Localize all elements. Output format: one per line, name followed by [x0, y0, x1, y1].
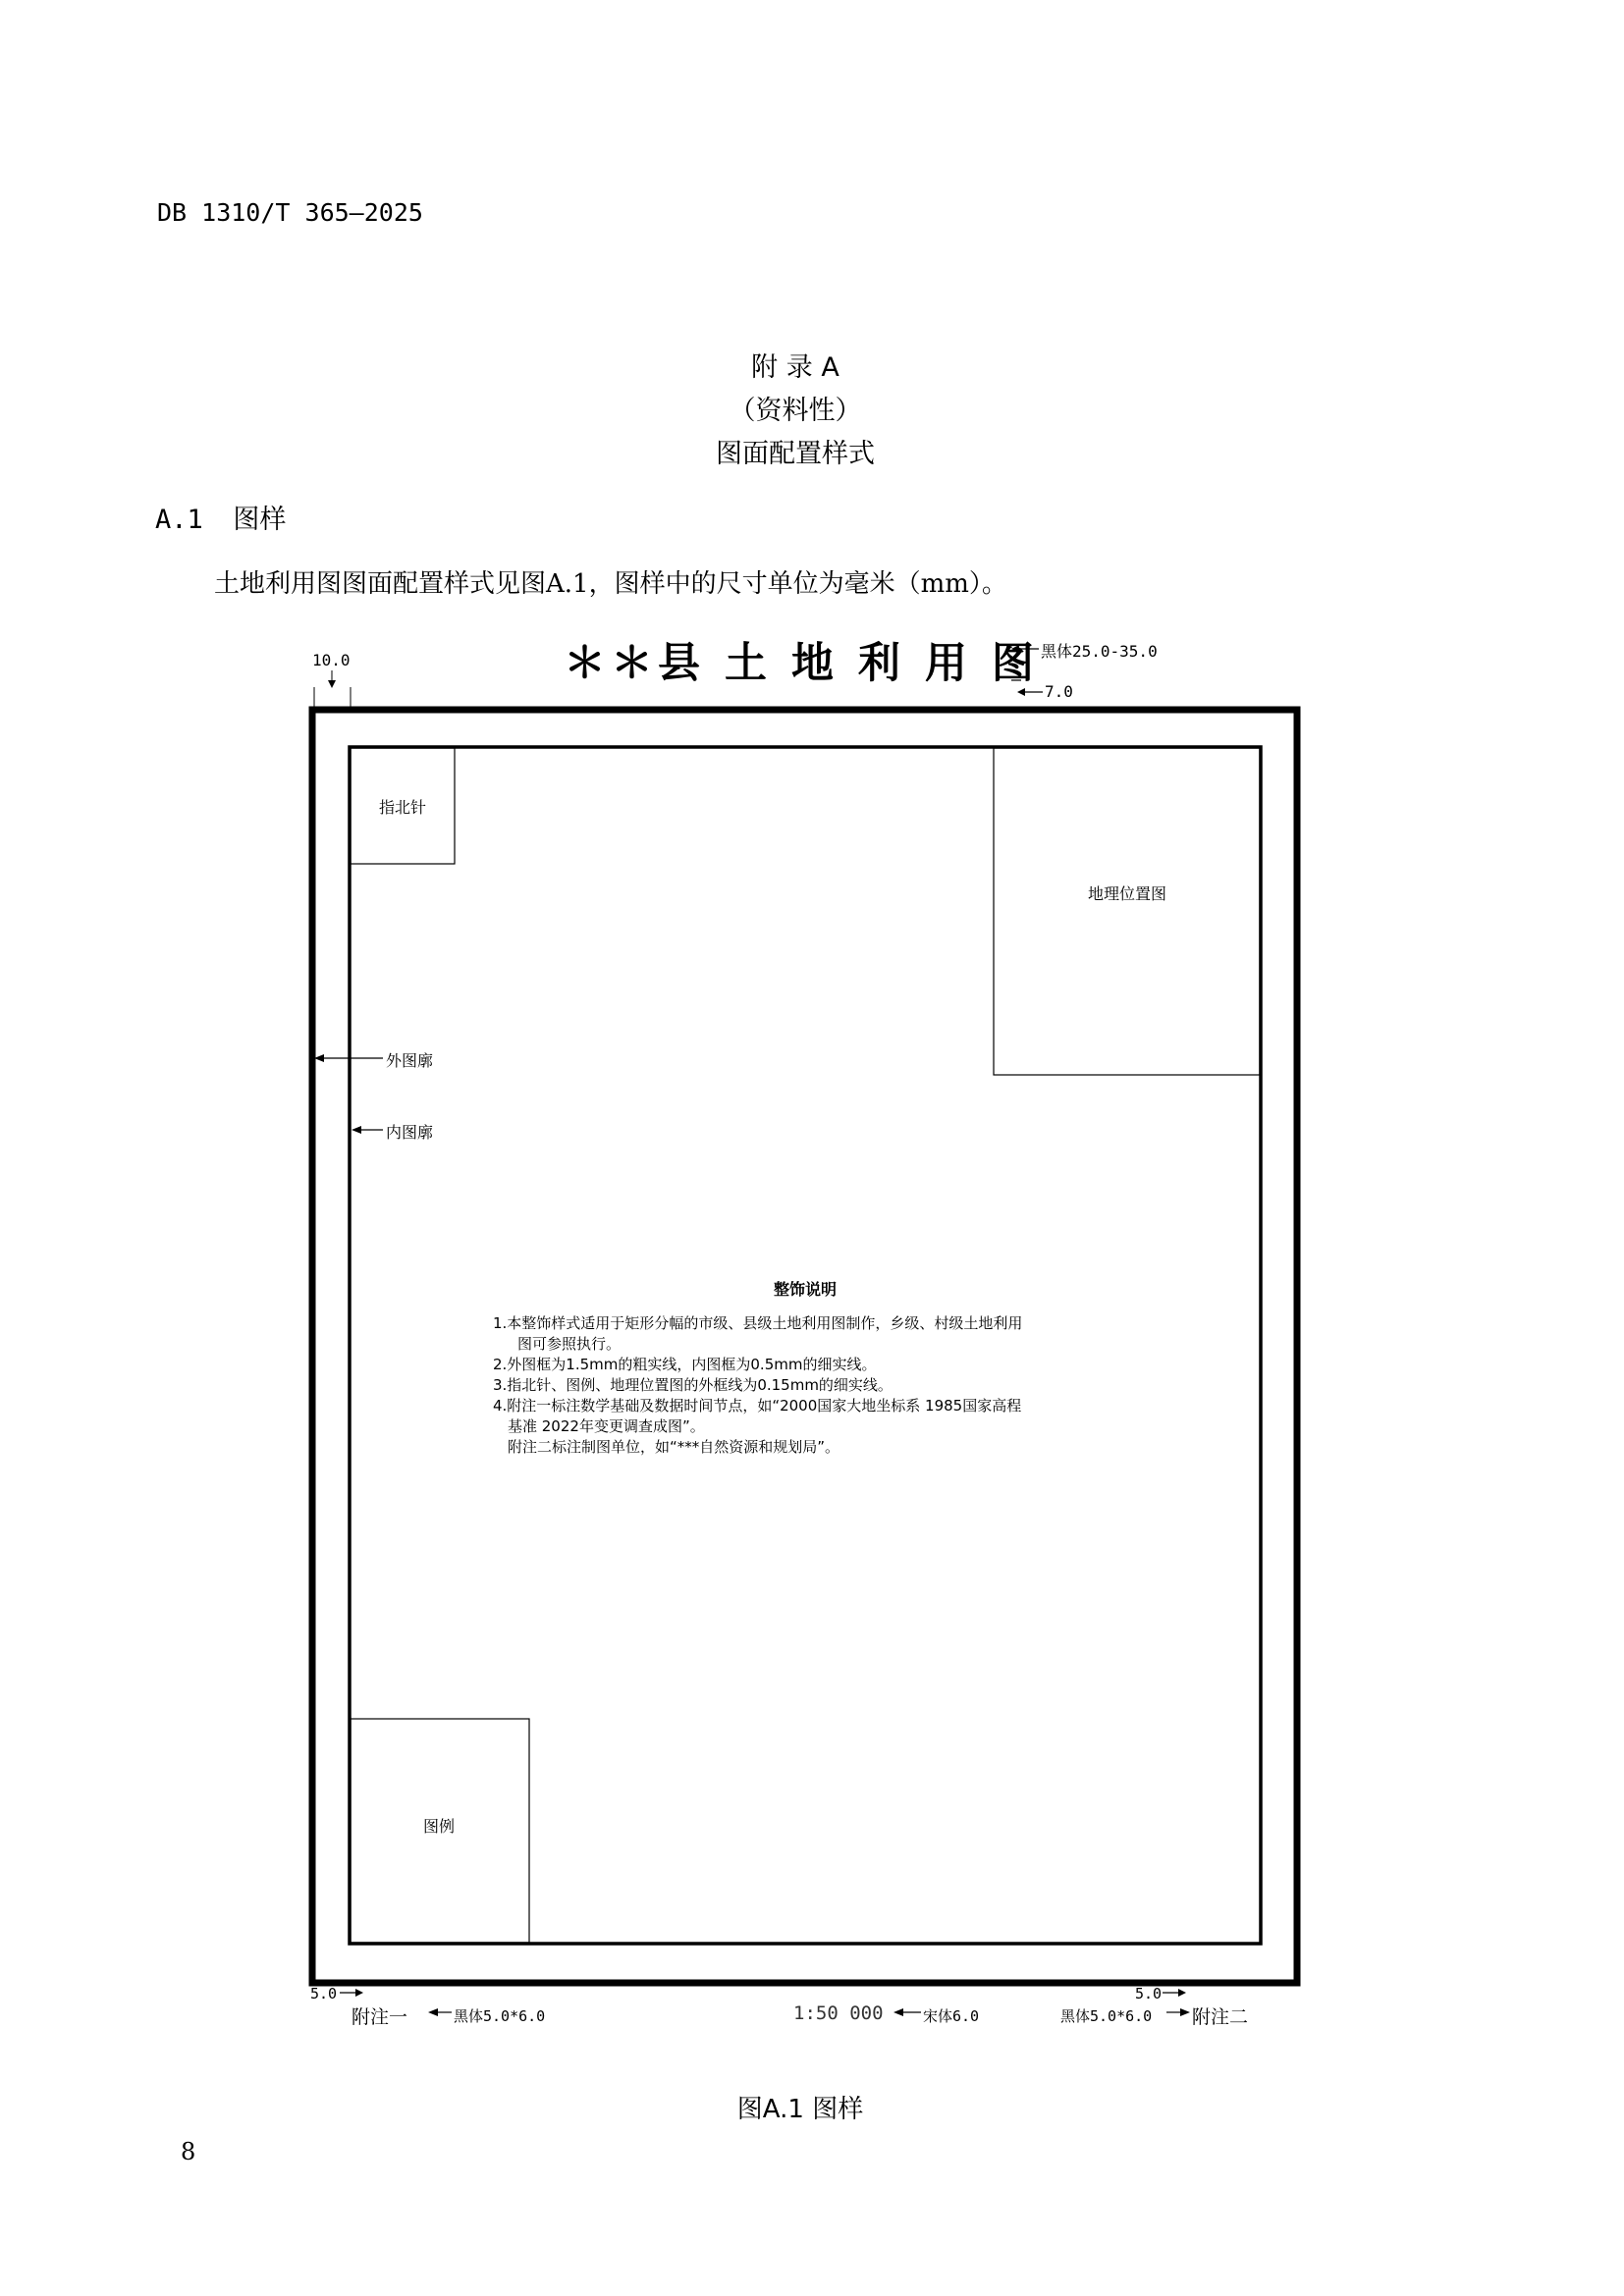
- notes-line: 图可参照执行。: [517, 1335, 622, 1353]
- document-id: DB 1310/T 365—2025: [157, 198, 423, 227]
- body-paragraph: 土地利用图图面配置样式见图A.1，图样中的尺寸单位为毫米（mm）。: [214, 569, 1007, 599]
- notes-line: 1.本整饰样式适用于矩形分幅的市级、县级土地利用图制作，乡级、村级土地利用: [493, 1314, 1023, 1332]
- dim-bottom-left: 5.0: [310, 1985, 338, 2002]
- notes-title: 整饰说明: [773, 1280, 838, 1299]
- dim-title-gap: 7.0: [1045, 682, 1073, 701]
- notes-line: 2.外图框为1.5mm的粗实线，内图框为0.5mm的细实线。: [493, 1356, 877, 1373]
- note2-font: 黑体5.0*6.0: [1060, 2007, 1153, 2025]
- note1-arrow-head: [428, 2008, 438, 2016]
- notes-line: 附注二标注制图单位，如“***自然资源和规划局”。: [508, 1438, 840, 1456]
- dim-left-margin: 10.0: [312, 651, 351, 669]
- note1-label: 附注一: [352, 2006, 408, 2028]
- appendix-nature: （资料性）: [729, 396, 862, 426]
- appendix-name: 图面配置样式: [716, 439, 875, 469]
- notes-line: 基准 2022年变更调查成图”。: [508, 1417, 705, 1435]
- dim-arrow-head: [328, 680, 336, 688]
- dim-bottom-right: 5.0: [1135, 1985, 1163, 2002]
- legend-label: 图例: [422, 1817, 456, 1836]
- section-number: A.1: [155, 505, 203, 535]
- inner-frame-label: 内图廓: [386, 1123, 434, 1142]
- page-number: 8: [181, 2138, 196, 2165]
- note2-label: 附注二: [1192, 2006, 1249, 2028]
- dim-bl-arrow-head: [355, 1989, 363, 1997]
- note2-arrow-head: [1180, 2008, 1190, 2016]
- north-arrow-label: 指北针: [378, 798, 427, 817]
- location-map-label: 地理位置图: [1087, 884, 1167, 903]
- appendix-title: 附 录 A: [751, 352, 839, 383]
- map-title: ＊＊县 土 地 利 用 图: [564, 639, 1039, 688]
- section-title: 图样: [233, 505, 287, 535]
- inner-frame-pointer-head: [352, 1126, 361, 1134]
- notes-body: [493, 1313, 1022, 1458]
- title-font-note: 黑体25.0-35.0: [1041, 642, 1158, 661]
- note1-font: 黑体5.0*6.0: [454, 2007, 546, 2025]
- dim-br-arrow-head: [1178, 1989, 1186, 1997]
- scale-font: 宋体6.0: [923, 2007, 980, 2025]
- notes-line: 3.指北针、图例、地理位置图的外框线为0.15mm的细实线。: [493, 1376, 893, 1394]
- scale-arrow-head: [893, 2008, 903, 2016]
- figure-caption: 图A.1 图样: [736, 2095, 864, 2124]
- notes-line: 4.附注一标注数学基础及数据时间节点，如“2000国家大地坐标系 1985国家高程: [493, 1397, 1022, 1415]
- outer-frame-label: 外图廓: [386, 1051, 434, 1070]
- location-map-box: [994, 748, 1260, 1075]
- map-scale: 1:50 000: [793, 2002, 884, 2024]
